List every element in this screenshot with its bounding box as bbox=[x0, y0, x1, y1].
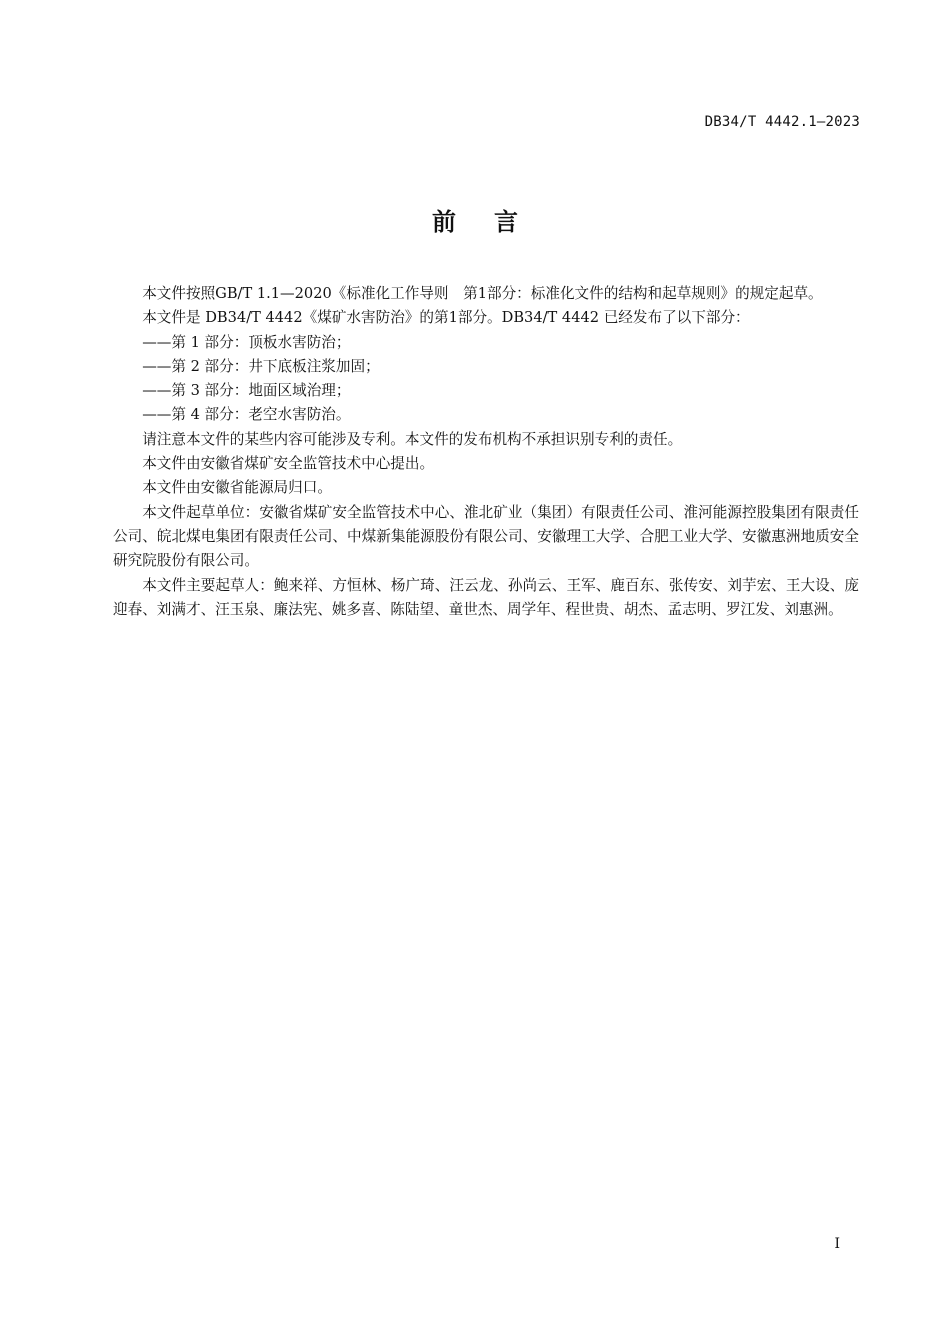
paragraph-proposed-by: 本文件由安徽省煤矿安全监管技术中心提出。 bbox=[142, 455, 435, 473]
paragraph-drafters: 本文件主要起草人：鲍来祥、方恒林、杨广琦、汪云龙、孙尚云、王军、鹿百东、张传安、刘芋宏、王大设、庞迎春、刘满才、汪玉泉、廉法宪、姚多喜、陈陆望、童世杰、周学年、程世贵、胡杰、孟志明、罗江发、刘惠洲。 bbox=[113, 576, 859, 618]
page-number: I bbox=[834, 1236, 840, 1252]
section-title: 前言 bbox=[432, 208, 556, 236]
paragraph-part-intro: 本文件是 DB34/T 4442《煤矿水害防治》的第1部分。DB34/T 4442 已经发布了以下部分： bbox=[142, 309, 750, 327]
list-item-part-4: ——第 4 部分：老空水害防治。 bbox=[142, 406, 351, 424]
list-item-part-1: ——第 1 部分：顶板水害防治； bbox=[142, 333, 351, 351]
paragraph-drafting-rules: 本文件按照GB/T 1.1—2020《标准化工作导则 第1部分：标准化文件的结构和起草规则》的规定起草。 bbox=[142, 285, 823, 302]
foreword-body bbox=[113, 282, 859, 622]
paragraph-centralized-by: 本文件由安徽省能源局归口。 bbox=[142, 479, 332, 497]
paragraph-drafting-units: 本文件起草单位：安徽省煤矿安全监管技术中心、淮北矿业（集团）有限责任公司、淮河能源控股集团有限责任公司、皖北煤电集团有限责任公司、中煤新集能源股份有限公司、安徽理工大学、合肥工业大学、安徽惠洲地质安全研究院股份有限公司。 bbox=[113, 503, 859, 570]
list-item-part-2: ——第 2 部分：井下底板注浆加固； bbox=[142, 357, 380, 375]
document-code: DB34/T 4442.1—2023 bbox=[704, 114, 860, 130]
list-item-part-3: ——第 3 部分：地面区域治理； bbox=[142, 382, 351, 400]
paragraph-patent-notice: 请注意本文件的某些内容可能涉及专利。本文件的发布机构不承担识别专利的责任。 bbox=[142, 430, 683, 448]
